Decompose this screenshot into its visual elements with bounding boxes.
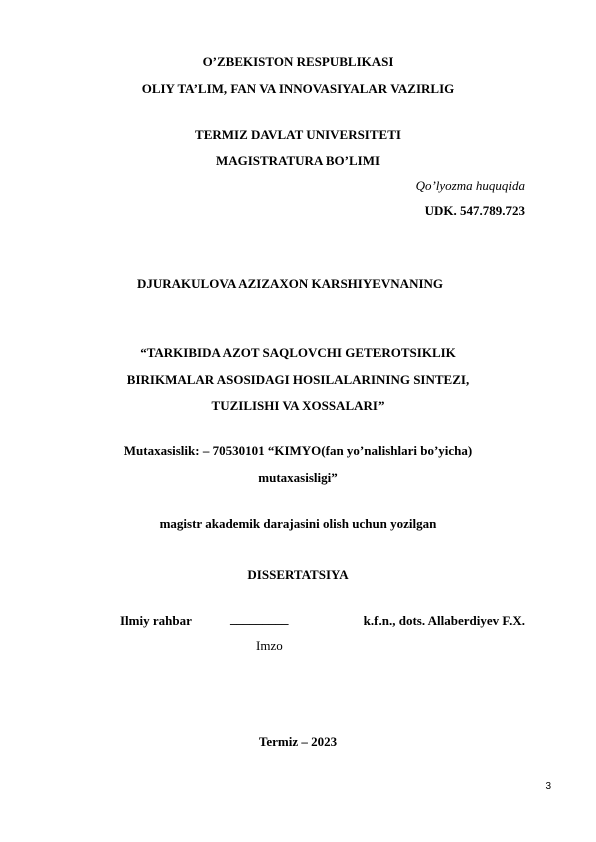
signature-caption: Imzo	[256, 638, 283, 653]
supervisor-label: Ilmiy rahbar	[120, 613, 192, 628]
title-line-2: BIRIKMALAR ASOSIDAGI HOSILALARINING SINTEZI,	[126, 372, 470, 387]
degree-statement: magistr akademik darajasini olish uchun yozilgan	[159, 516, 437, 531]
author-name: DJURAKULOVA AZIZAXON KARSHIYEVNANING	[136, 276, 444, 291]
department-name: MAGISTRATURA BO’LIMI	[215, 153, 381, 168]
supervisor-name: k.f.n., dots. Allaberdiyev F.X.	[363, 613, 525, 628]
place-year: Termiz – 2023	[258, 734, 338, 749]
udk-code: UDK. 547.789.723	[424, 203, 525, 218]
title-line-3: TUZILISHI VA XOSSALARI”	[211, 398, 385, 413]
manuscript-rights: Qo’lyozma huquqida	[415, 178, 525, 193]
page-number: 3	[545, 781, 551, 792]
document-type: DISSERTATSIYA	[247, 567, 349, 582]
ministry-name: OLIY TA’LIM, FAN VA INNOVASIYALAR VAZIRLIG	[141, 81, 455, 96]
signature-line: _________	[230, 611, 289, 626]
title-line-1: “TARKIBIDA AZOT SAQLOVCHI GETEROTSIKLIK	[140, 345, 456, 360]
university-name: TERMIZ DAVLAT UNIVERSITETI	[195, 127, 401, 142]
specialty-line-1: Mutaxasislik: – 70530101 “KIMYO(fan yo’nalishlari bo’yicha)	[123, 443, 473, 458]
ministry-country: O’ZBEKISTON RESPUBLIKASI	[202, 54, 394, 69]
specialty-line-2: mutaxasisligi”	[258, 470, 338, 485]
